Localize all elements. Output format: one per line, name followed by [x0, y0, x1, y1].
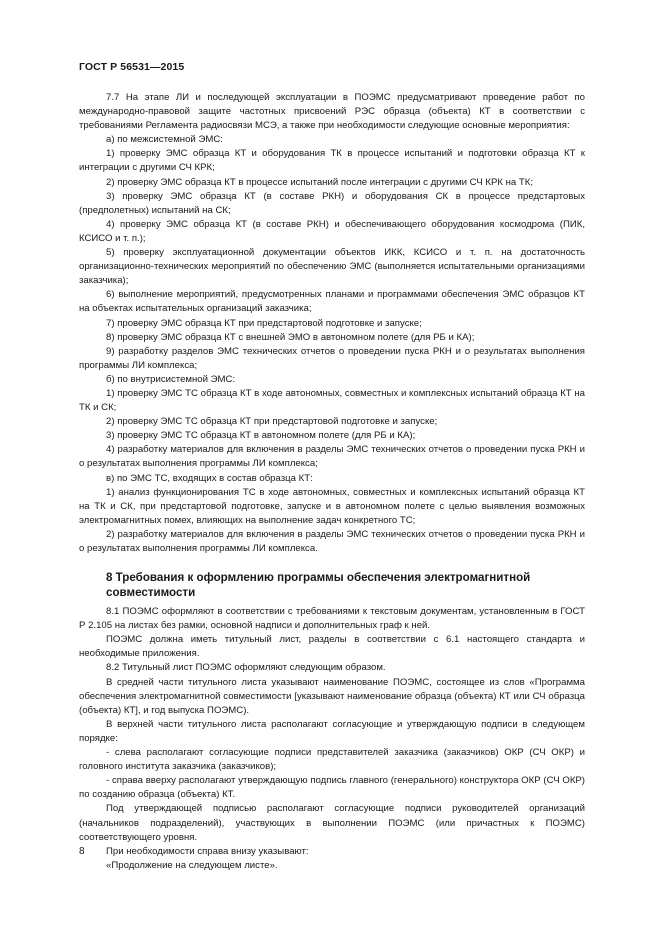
paragraph: 1) проверку ЭМС образца КТ и оборудования ТК в процессе испытаний и подготовки образца КТ к интеграции с другими СЧ КРК; [79, 148, 585, 174]
paragraph: 3) проверку ЭМС образца КТ (в составе РКН) и оборудования СК в процессе предстартовых (предполетных) испытаний на СК; [79, 190, 585, 216]
section-title: 8 Требования к оформлению программы обеспечения электромагнитной совместимости [106, 571, 531, 600]
paragraph: 2) разработку материалов для включения в разделы ЭМС технических отчетов о проведении пуска РКН и о результатах выполнения программы ЛИ комплекса. [79, 528, 585, 554]
paragraph: 2) проверку ЭМС ТС образца КТ при предстартовой подготовке и запуске; [106, 416, 438, 428]
paragraph: 2) проверку ЭМС образца КТ в процессе испытаний после интеграции с другими СЧ КРК на ТК; [106, 176, 534, 188]
section-8-content [79, 605, 585, 873]
body-text [79, 91, 585, 873]
paragraph: 5) проверку эксплуатационной документации объектов ИКК, КСИСО и т. п. на достаточность организационно-технических мероприятий по обеспечению ЭМС (выполняется испытательными организациями заказчика); [79, 247, 585, 287]
paragraph: 8.2 Титульный лист ПОЭМС оформляют следующим образом. [106, 662, 386, 674]
paragraph: 8) проверку ЭМС образца КТ с внешней ЭМО в автономном полете (для РБ и КА); [106, 331, 475, 343]
section-7-7-content [79, 91, 585, 556]
page-number: 8 [79, 846, 85, 857]
paragraph: Под утверждающей подписью располагают согласующие подписи руководителей организаций (начальников подразделений), участвующих в выполнении ПОЭМС (или причастных к ПОЭМС) соответствующего уровня. [79, 803, 585, 843]
paragraph: ПОЭМС должна иметь титульный лист, разделы в соответствии с 6.1 настоящего стандарта и необходимые приложения. [79, 634, 585, 660]
paragraph: а) по межсистемной ЭМС: [106, 134, 223, 146]
paragraph: - справа вверху располагают утверждающую подпись главного (генерального) конструктора ОКР (СЧ ОКР) по созданию образца (объекта) КТ. [79, 775, 585, 801]
paragraph: «Продолжение на следующем листе». [106, 859, 278, 871]
paragraph: При необходимости справа внизу указывают: [106, 845, 309, 857]
paragraph: 4) разработку материалов для включения в разделы ЭМС технических отчетов о проведении пуска РКН и о результатах выполнения программы ЛИ комплекса; [79, 444, 585, 470]
paragraph: 8.1 ПОЭМС оформляют в соответствии с требованиями к текстовым документам, установленным в ГОСТ Р 2.105 на листах без рамки, основной надписи и дополнительных граф к ней. [79, 606, 585, 632]
paragraph: 1) проверку ЭМС ТС образца КТ в ходе автономных, совместных и комплексных испытаний образца КТ на ТК и СК; [79, 387, 585, 414]
paragraph: б) по внутрисистемной ЭМС: [106, 373, 236, 385]
paragraph: 3) проверку ЭМС ТС образца КТ в автономном полете (для РБ и КА); [106, 430, 416, 442]
paragraph: 1) анализ функционирования ТС в ходе автономных, совместных и комплексных испытаний образца КТ на ТК и СК, при предстартовой подготовке, запуске и в автономном полете с целью выявления возможных электромагнитных помех, влияющих на выполнение задач конкретного ТС; [79, 486, 585, 526]
section-gap [79, 556, 585, 570]
paragraph: 7) проверку ЭМС образца КТ при предстартовой подготовке и запуске; [106, 317, 422, 329]
paragraph: В средней части титульного листа указывают наименование ПОЭМС, состоящее из слов «Программа обеспечения электромагнитной совместимости [указывают наименование образца (объекта) КТ или СЧ образца (объекта) КТ], и год выпуска ПОЭМС). [79, 676, 585, 716]
paragraph: 9) разработку разделов ЭМС технических отчетов о проведении пуска РКН и о результатах выполнения программы ЛИ комплекса; [79, 345, 585, 371]
paragraph: - слева располагают согласующие подписи представителей заказчика (заказчиков) ОКР (СЧ ОКР) и головного института заказчика (заказчиков); [79, 747, 585, 773]
paragraph: В верхней части титульного листа располагают согласующие и утверждающую подписи в следующем порядке: [79, 718, 585, 744]
document-code-header: ГОСТ Р 56531—2015 [79, 61, 185, 73]
paragraph: в) по ЭМС ТС, входящих в состав образца КТ: [106, 472, 313, 484]
paragraph: 7.7 На этапе ЛИ и последующей эксплуатации в ПОЭМС предусматривают проведение работ по международно-правовой защите частотных присвоений РЭС образца (объекта) КТ в соответствии с требованиями Регламента радиосвязи МСЭ, а также при необходимости следующие основные мероприятия: [79, 92, 585, 132]
paragraph: 4) проверку ЭМС образца КТ (в составе РКН) и обеспечивающего оборудования космодрома (ПИК, КСИСО и т. п.); [79, 218, 585, 244]
paragraph: 6) выполнение мероприятий, предусмотренных планами и программами обеспечения ЭМС образцов КТ на объектах испытательных организаций заказчика; [79, 289, 585, 315]
